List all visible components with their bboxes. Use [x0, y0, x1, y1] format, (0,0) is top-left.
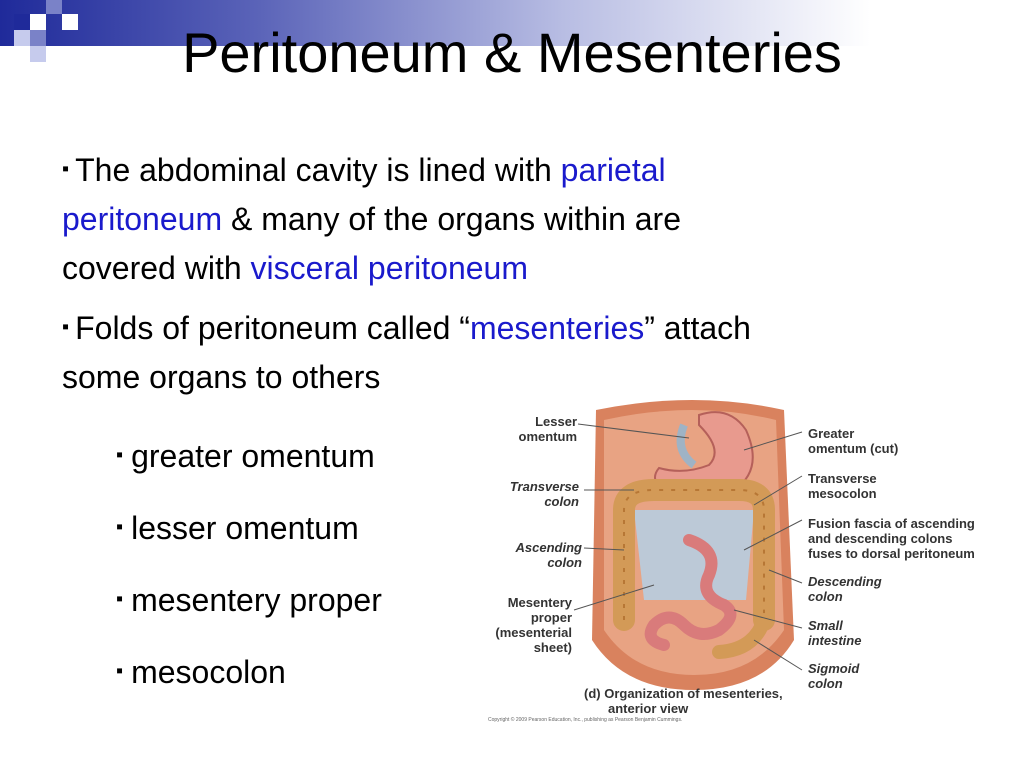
- bullet-icon: ▪: [62, 316, 70, 338]
- subitem-label: mesocolon: [131, 654, 286, 690]
- label-line: omentum (cut): [808, 441, 899, 456]
- label-line: colon: [808, 589, 843, 604]
- anatomy-figure: [484, 390, 1004, 730]
- figure-caption: [584, 686, 783, 716]
- label-line: intestine: [808, 633, 862, 648]
- label-line: Mesentery: [507, 595, 572, 610]
- label-line: colon: [544, 494, 579, 509]
- subitem: [116, 651, 286, 692]
- label-transverse-colon: [494, 479, 579, 509]
- label-fusion-fascia: [808, 516, 975, 561]
- bullet-icon: ▪: [116, 588, 124, 610]
- label-line: Sigmoid: [808, 661, 860, 676]
- bullet-paragraph: [62, 145, 952, 293]
- subitem-label: mesentery proper: [131, 582, 382, 618]
- label-mesentery-proper: [484, 595, 572, 655]
- subitem: [116, 507, 359, 548]
- highlight-term: visceral peritoneum: [250, 250, 528, 286]
- label-line: proper: [530, 610, 572, 625]
- corner-square: [46, 0, 62, 14]
- highlight-term: peritoneum: [62, 201, 223, 237]
- bullet-list: [62, 145, 952, 412]
- bullet-paragraph: [62, 303, 952, 402]
- subitem-label: greater omentum: [131, 438, 375, 474]
- text-run: ” attach: [644, 310, 751, 346]
- slide-title: Peritoneum & Mesenteries: [182, 21, 842, 84]
- label-line: fuses to dorsal peritoneum: [808, 546, 975, 561]
- label-line: and descending colons: [808, 531, 953, 546]
- label-small-intestine: [808, 618, 861, 648]
- highlight-term: parietal: [560, 152, 666, 188]
- subitem-label: lesser omentum: [131, 510, 359, 546]
- label-line: colon: [547, 555, 582, 570]
- label-line: Transverse: [509, 479, 579, 494]
- caption-line: anterior view: [608, 701, 689, 716]
- subitem: [116, 435, 375, 476]
- label-line: Transverse: [808, 471, 877, 486]
- label-greater-omentum: [808, 426, 898, 456]
- label-line: mesocolon: [808, 486, 877, 501]
- label-line: Descending: [808, 574, 882, 589]
- label-line: omentum: [518, 429, 577, 444]
- subitem: [116, 579, 382, 620]
- label-line: Small: [808, 618, 843, 633]
- bullet-icon: ▪: [62, 158, 70, 180]
- label-lesser-omentum: [502, 414, 577, 444]
- label-sigmoid-colon: [808, 661, 859, 691]
- label-descending-colon: [808, 574, 882, 604]
- mesentery-sheet: [634, 510, 754, 600]
- text-run: covered with: [62, 250, 251, 286]
- text-run: some organs to others: [62, 359, 381, 395]
- text-run: & many of the organs within are: [222, 201, 681, 237]
- label-line: Greater: [808, 426, 855, 441]
- text-run: The abdominal cavity is lined with: [75, 152, 561, 188]
- bullet-icon: ▪: [116, 660, 124, 682]
- label-transverse-mesocolon: [808, 471, 877, 501]
- label-ascending-colon: [494, 540, 582, 570]
- label-line: Fusion fascia of ascending: [808, 516, 975, 531]
- label-line: colon: [808, 676, 843, 691]
- bullet-icon: ▪: [116, 516, 124, 538]
- text-run: Folds of peritoneum called “: [75, 310, 470, 346]
- bullet-icon: ▪: [116, 444, 124, 466]
- label-line: (mesenterial: [495, 625, 572, 640]
- label-line: Ascending: [515, 540, 582, 555]
- figure-copyright: Copyright © 2009 Pearson Education, Inc., publishing as Pearson Benjamin Cummings.: [488, 717, 683, 723]
- label-line: Lesser: [535, 414, 577, 429]
- highlight-term: mesenteries: [469, 310, 645, 346]
- caption-line: (d) Organization of mesenteries,: [584, 686, 783, 701]
- label-line: sheet): [533, 640, 572, 655]
